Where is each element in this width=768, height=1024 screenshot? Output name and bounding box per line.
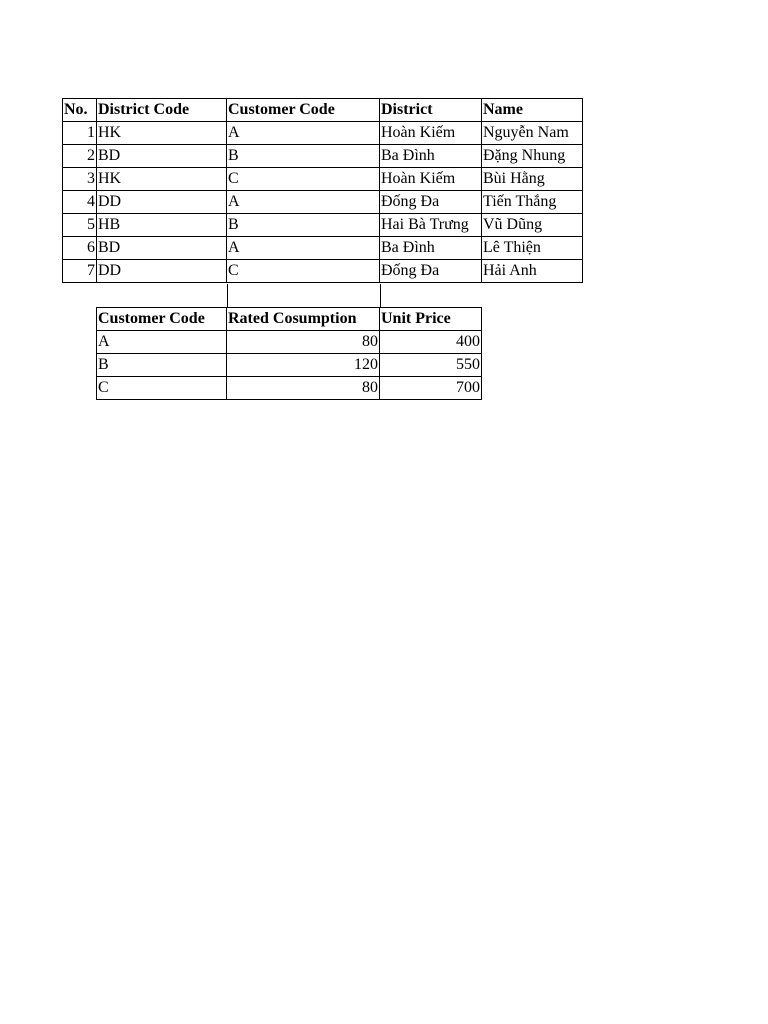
- cell-district-code[interactable]: BD: [97, 237, 227, 260]
- cell-unit-price[interactable]: 700: [380, 377, 482, 400]
- cell-rated-consumption[interactable]: 120: [227, 354, 380, 377]
- cell-district-code[interactable]: BD: [97, 145, 227, 168]
- cell-no[interactable]: 2: [63, 145, 97, 168]
- cell-district-code[interactable]: HK: [97, 122, 227, 145]
- cell-district[interactable]: Ba Đình: [380, 145, 482, 168]
- cell-unit-price[interactable]: 550: [380, 354, 482, 377]
- header-unit-price: Unit Price: [380, 308, 482, 331]
- cell-district[interactable]: Đống Đa: [380, 260, 482, 283]
- cell-district-code[interactable]: HK: [97, 168, 227, 191]
- customer-table-header-row: [63, 99, 583, 122]
- cell-district[interactable]: Hoàn Kiếm: [380, 122, 482, 145]
- table-row: [97, 377, 482, 400]
- header-rated-consumption: Rated Cosumption: [227, 308, 380, 331]
- price-table: [96, 307, 482, 400]
- cell-customer-code[interactable]: B: [227, 145, 380, 168]
- cell-rated-consumption[interactable]: 80: [227, 377, 380, 400]
- cell-no[interactable]: 4: [63, 191, 97, 214]
- price-table-header-row: [97, 308, 482, 331]
- cell-name[interactable]: Nguyễn Nam: [482, 122, 583, 145]
- cell-border-line: [227, 284, 228, 307]
- header-district: District: [380, 99, 482, 122]
- cell-border-line: [380, 284, 381, 307]
- cell-no[interactable]: 5: [63, 214, 97, 237]
- header-customer-code: Customer Code: [97, 308, 227, 331]
- header-customer-code: Customer Code: [227, 99, 380, 122]
- table-row: [63, 260, 583, 283]
- cell-customer-code[interactable]: C: [227, 168, 380, 191]
- header-name: Name: [482, 99, 583, 122]
- cell-district-code[interactable]: DD: [97, 191, 227, 214]
- cell-no[interactable]: 6: [63, 237, 97, 260]
- cell-customer-code[interactable]: C: [227, 260, 380, 283]
- cell-no[interactable]: 7: [63, 260, 97, 283]
- table-row: [63, 122, 583, 145]
- cell-name[interactable]: Đặng Nhung: [482, 145, 583, 168]
- table-row: [63, 191, 583, 214]
- cell-name[interactable]: Hải Anh: [482, 260, 583, 283]
- table-row: [63, 145, 583, 168]
- header-no: No.: [63, 99, 97, 122]
- cell-district[interactable]: Hoàn Kiếm: [380, 168, 482, 191]
- cell-no[interactable]: 1: [63, 122, 97, 145]
- cell-customer-code[interactable]: A: [227, 191, 380, 214]
- cell-name[interactable]: Bùi Hằng: [482, 168, 583, 191]
- cell-district[interactable]: Hai Bà Trưng: [380, 214, 482, 237]
- cell-customer-code[interactable]: B: [97, 354, 227, 377]
- cell-customer-code[interactable]: A: [227, 122, 380, 145]
- table-row: [63, 237, 583, 260]
- customer-table: [62, 98, 583, 283]
- cell-name[interactable]: Tiến Thắng: [482, 191, 583, 214]
- cell-customer-code[interactable]: A: [227, 237, 380, 260]
- cell-unit-price[interactable]: 400: [380, 331, 482, 354]
- cell-district-code[interactable]: HB: [97, 214, 227, 237]
- table-row: [63, 214, 583, 237]
- cell-name[interactable]: Lê Thiện: [482, 237, 583, 260]
- cell-customer-code[interactable]: B: [227, 214, 380, 237]
- cell-no[interactable]: 3: [63, 168, 97, 191]
- cell-customer-code[interactable]: A: [97, 331, 227, 354]
- cell-rated-consumption[interactable]: 80: [227, 331, 380, 354]
- cell-name[interactable]: Vũ Dũng: [482, 214, 583, 237]
- cell-district[interactable]: Ba Đình: [380, 237, 482, 260]
- cell-district-code[interactable]: DD: [97, 260, 227, 283]
- cell-customer-code[interactable]: C: [97, 377, 227, 400]
- table-row: [97, 331, 482, 354]
- table-row: [63, 168, 583, 191]
- header-district-code: District Code: [97, 99, 227, 122]
- cell-district[interactable]: Đống Đa: [380, 191, 482, 214]
- table-row: [97, 354, 482, 377]
